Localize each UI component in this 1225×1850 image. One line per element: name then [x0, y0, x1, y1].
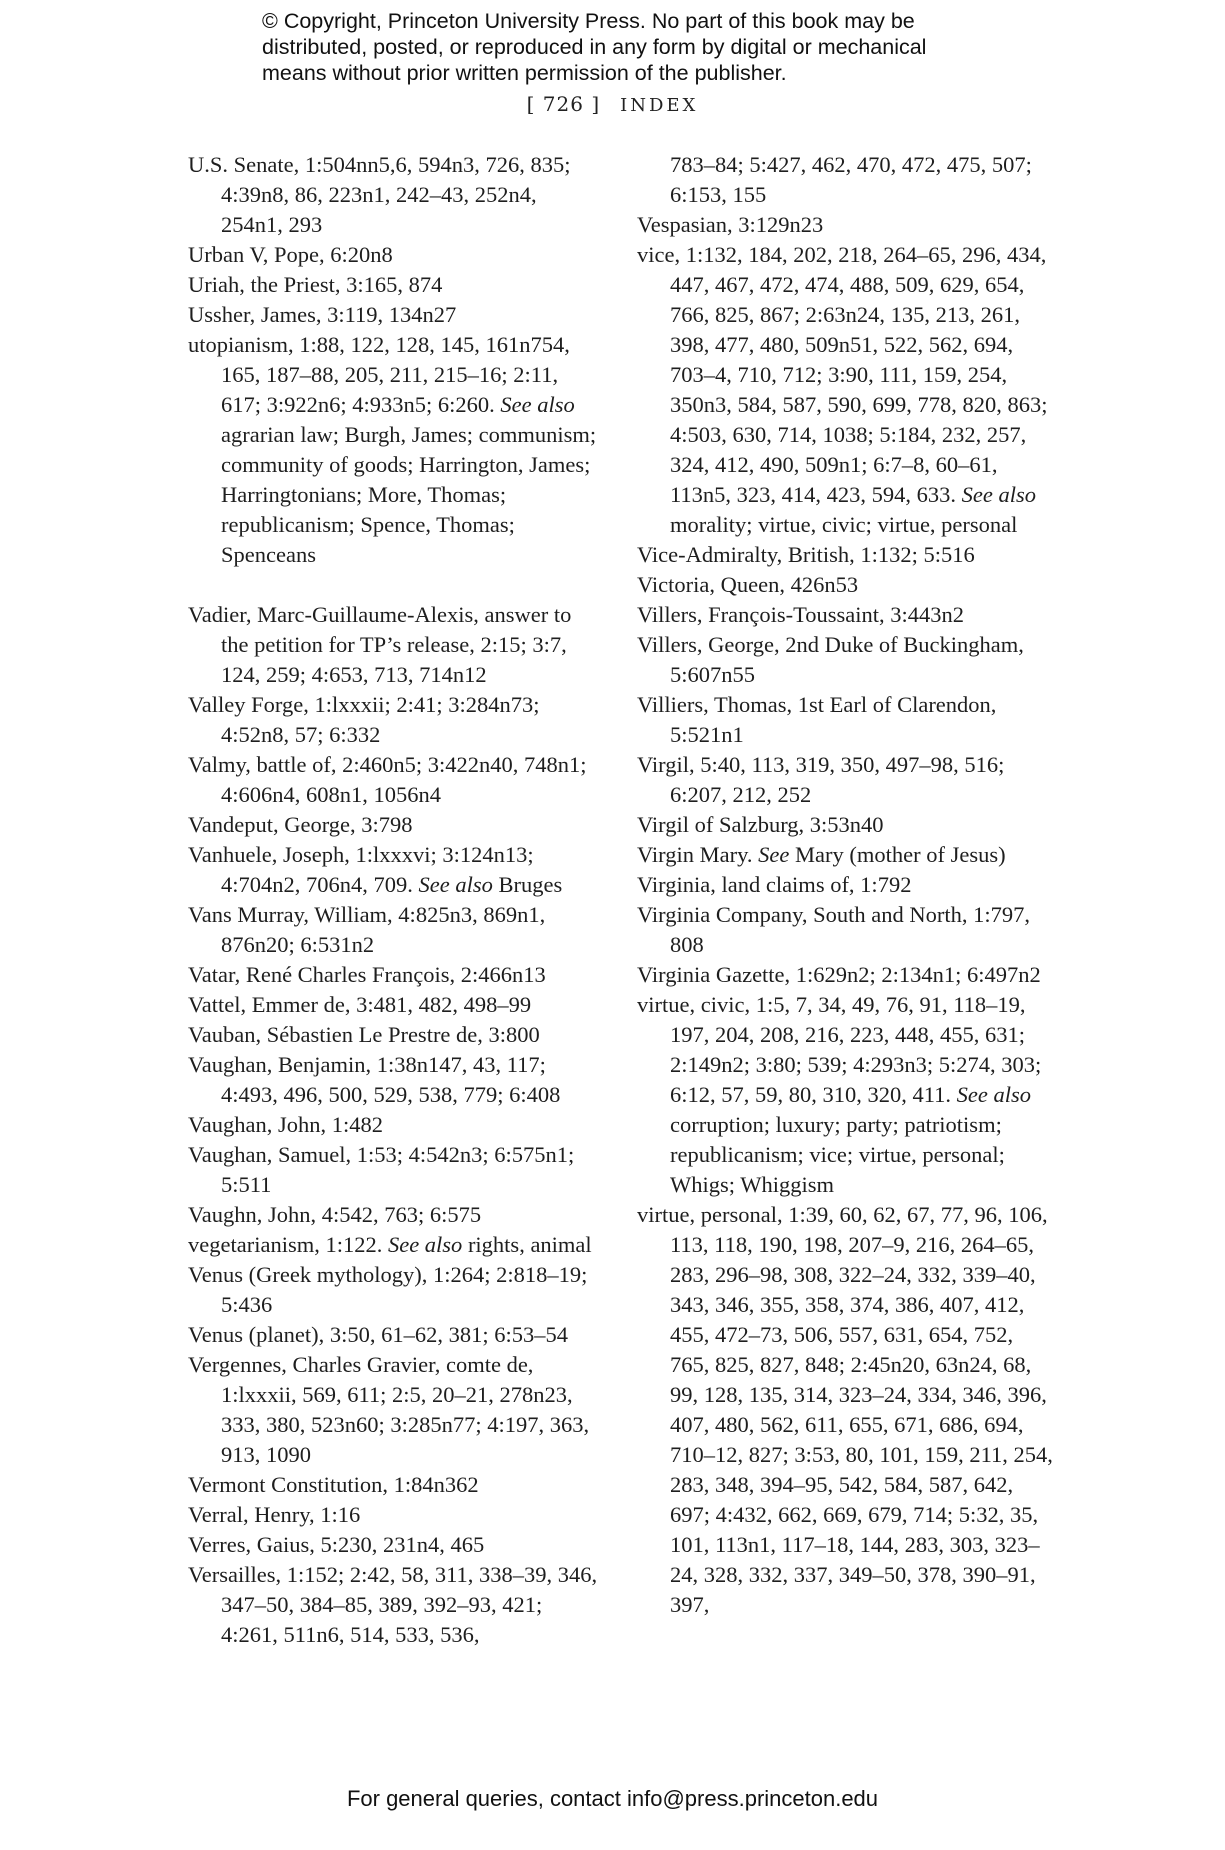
see-also-reference: See also	[500, 392, 575, 417]
index-entry	[188, 1140, 598, 1200]
see-also-reference: See also	[387, 1232, 463, 1257]
index-entry-text: Virginia Gazette, 1:629n2; 2:134n1; 6:497n2	[637, 962, 1041, 987]
footer-contact: For general queries, contact info@press.princeton.edu	[346, 1786, 879, 1811]
index-entry	[188, 1050, 598, 1110]
index-entry-text: Villiers, Thomas, 1st Earl of Clarendon, 5:521n1	[637, 692, 997, 747]
page-number: [ 726 ]	[526, 92, 601, 116]
index-entry	[637, 150, 1057, 210]
index-entry-text: Vandeput, George, 3:798	[188, 812, 413, 837]
cross-reference-targets: agrarian law; Burgh, James; communism; community of goods; Harrington, James; Harringtonians; More, Thomas; republicanism; Spence, Thomas; Spenceans	[221, 422, 597, 567]
index-entry	[188, 1110, 598, 1140]
index-entry-text: Vaughan, John, 1:482	[188, 1112, 383, 1137]
index-entry	[188, 150, 598, 240]
index-entry	[188, 330, 598, 570]
see-also-reference: See also	[418, 872, 493, 897]
index-entry	[188, 960, 598, 990]
index-entry-text: Vatar, René Charles François, 2:466n13	[188, 962, 546, 987]
index-entry-text: Vattel, Emmer de, 3:481, 482, 498–99	[188, 992, 532, 1017]
index-entry	[188, 810, 598, 840]
index-entry	[637, 1200, 1057, 1620]
index-entry	[637, 750, 1057, 810]
index-entry-text: Villers, François-Toussaint, 3:443n2	[637, 602, 965, 627]
index-entry	[188, 900, 598, 960]
index-entry-text: Valley Forge, 1:lxxxii; 2:41; 3:284n73; 4:52n8, 57; 6:332	[188, 692, 540, 747]
index-entry	[188, 1200, 598, 1230]
index-entry	[637, 690, 1057, 750]
index-entry-text: virtue, civic, 1:5, 7, 34, 49, 76, 91, 118–19, 197, 204, 208, 216, 223, 448, 455, 631; 2:149n2; 3:80; 539; 4:293n3; 5:274, 303; 6:12, 57, 59, 80, 310, 320, 411.	[637, 992, 1042, 1107]
cross-reference-targets: Bruges	[492, 872, 563, 897]
index-entry-text: Urban V, Pope, 6:20n8	[188, 242, 393, 267]
index-entry	[188, 750, 598, 810]
index-entry	[637, 870, 1057, 900]
index-entry	[188, 1020, 598, 1050]
index-entry-text: Versailles, 1:152; 2:42, 58, 311, 338–39, 346, 347–50, 384–85, 389, 392–93, 421; 4:261, 511n6, 514, 533, 536,	[188, 1562, 598, 1647]
index-entry	[637, 540, 1057, 570]
index-entry-text: Villers, George, 2nd Duke of Buckingham, 5:607n55	[637, 632, 1024, 687]
index-entry	[188, 1560, 598, 1650]
index-entry-text: Vaughan, Samuel, 1:53; 4:542n3; 6:575n1; 5:511	[188, 1142, 575, 1197]
index-entry	[188, 1530, 598, 1560]
index-entry	[637, 810, 1057, 840]
index-entry-text: Vaughn, John, 4:542, 763; 6:575	[188, 1202, 482, 1227]
see-also-reference: See also	[956, 1082, 1032, 1107]
index-entry-text: utopianism, 1:88, 122, 128, 145, 161n754, 165, 187–88, 205, 211, 215–16; 2:11, 617; 3:922n6; 4:933n5; 6:260.	[188, 332, 570, 417]
index-entry-text: Victoria, Queen, 426n53	[637, 572, 859, 597]
index-entry-text: Vermont Constitution, 1:84n362	[188, 1472, 479, 1497]
index-column-left	[188, 150, 598, 1650]
index-entry	[188, 1470, 598, 1500]
index-entry-text: Vadier, Marc-Guillaume-Alexis, answer to the petition for TP’s release, 2:15; 3:7, 124, 259; 4:653, 713, 714n12	[188, 602, 572, 687]
index-entry	[637, 630, 1057, 690]
index-entry	[188, 300, 598, 330]
index-entry-text: Vans Murray, William, 4:825n3, 869n1, 876n20; 6:531n2	[188, 902, 546, 957]
index-entry-text: vegetarianism, 1:122.	[188, 1232, 383, 1257]
index-entry	[637, 240, 1057, 540]
index-entry	[637, 990, 1057, 1200]
cross-reference-targets: corruption; luxury; party; patriotism; republicanism; vice; virtue, personal; Whigs; Whiggism	[670, 1112, 1005, 1197]
index-column-right	[637, 150, 1057, 1620]
index-entry-text: Vaughan, Benjamin, 1:38n147, 43, 117; 4:493, 496, 500, 529, 538, 779; 6:408	[188, 1052, 561, 1107]
index-entry	[188, 1260, 598, 1320]
index-entry-text: Vespasian, 3:129n23	[637, 212, 824, 237]
index-entry	[188, 1350, 598, 1470]
index-entry	[637, 570, 1057, 600]
index-entry-text: Virginia Company, South and North, 1:797, 808	[637, 902, 1031, 957]
copyright-line: © Copyright, Princeton University Press. No part of this book may be	[262, 9, 915, 33]
index-entry-text: vice, 1:132, 184, 202, 218, 264–65, 296, 434, 447, 467, 472, 474, 488, 509, 629, 654, 766, 825, 867; 2:63n24, 135, 213, 261, 398, 477, 480, 509n51, 522, 562, 694, 703–4, 710, 712; 3:90, 111, 159, 254, 350n3, 584, 587, 590, 699, 778, 820, 863; 4:503, 630, 714, 1038; 5:184, 232, 257, 324, 412, 490, 509n1; 6:7–8, 60–61, 113n5, 323, 414, 423, 594, 633.	[637, 242, 1048, 507]
index-entry-text: Uriah, the Priest, 3:165, 874	[188, 272, 443, 297]
index-entry	[188, 1230, 598, 1260]
cross-reference-targets: rights, animal	[462, 1232, 592, 1257]
copyright-notice	[262, 8, 1022, 86]
copyright-line: means without prior written permission of the publisher.	[262, 61, 787, 85]
index-entry-text: Venus (Greek mythology), 1:264; 2:818–19; 5:436	[188, 1262, 588, 1317]
index-entry-text: Virgil of Salzburg, 3:53n40	[637, 812, 884, 837]
index-entry	[637, 960, 1057, 990]
index-entry	[637, 900, 1057, 960]
index-entry	[188, 270, 598, 300]
index-entry-text: Vergennes, Charles Gravier, comte de, 1:lxxxii, 569, 611; 2:5, 20–21, 278n23, 333, 380, 523n60; 3:285n77; 4:197, 363, 913, 1090	[188, 1352, 590, 1467]
index-entry	[188, 990, 598, 1020]
index-entry	[188, 840, 598, 900]
index-entry-text: 783–84; 5:427, 462, 470, 472, 475, 507; 6:153, 155	[670, 152, 1032, 207]
index-entry	[188, 1320, 598, 1350]
index-entry-text: U.S. Senate, 1:504nn5,6, 594n3, 726, 835; 4:39n8, 86, 223n1, 242–43, 252n4, 254n1, 293	[188, 152, 571, 237]
index-entry	[188, 240, 598, 270]
see-also-reference: See also	[961, 482, 1037, 507]
cross-reference-targets: morality; virtue, civic; virtue, personal	[670, 512, 1018, 537]
index-entry-text: Ussher, James, 3:119, 134n27	[188, 302, 457, 327]
index-entry-text: Virginia, land claims of, 1:792	[637, 872, 912, 897]
index-entry-text: virtue, personal, 1:39, 60, 62, 67, 77, 96, 106, 113, 118, 190, 198, 207–9, 216, 264–65, 283, 296–98, 308, 322–24, 332, 339–40, 343, 346, 355, 358, 374, 386, 407, 412, 455, 472–73, 506, 557, 631, 654, 752, 765, 825, 827, 848; 2:45n20, 63n24, 68, 99, 128, 135, 314, 323–24, 334, 346, 396, 407, 480, 562, 611, 655, 671, 686, 694, 710–12, 827; 3:53, 80, 101, 159, 211, 254, 283, 348, 394–95, 542, 584, 587, 642, 697; 4:432, 662, 669, 679, 714; 5:32, 35, 101, 113n1, 117–18, 144, 283, 303, 323–24, 328, 332, 337, 349–50, 378, 390–91, 397,	[637, 1202, 1053, 1617]
index-entry-text: Virgin Mary.	[637, 842, 753, 867]
index-entry	[188, 690, 598, 750]
running-head	[0, 92, 1225, 116]
index-entry-text: Venus (planet), 3:50, 61–62, 381; 6:53–54	[188, 1322, 568, 1347]
index-entry	[188, 600, 598, 690]
cross-reference-targets: Mary (mother of Jesus)	[789, 842, 1006, 867]
index-entry	[637, 210, 1057, 240]
see-also-reference: See	[758, 842, 790, 867]
index-entry-text: Vice-Admiralty, British, 1:132; 5:516	[637, 542, 975, 567]
index-entry-text: Vauban, Sébastien Le Prestre de, 3:800	[188, 1022, 540, 1047]
index-entry-text: Verral, Henry, 1:16	[188, 1502, 361, 1527]
index-entry	[637, 600, 1057, 630]
index-entry-text: Verres, Gaius, 5:230, 231n4, 465	[188, 1532, 485, 1557]
index-entry-text: Virgil, 5:40, 113, 319, 350, 497–98, 516; 6:207, 212, 252	[637, 752, 1005, 807]
index-entry	[188, 1500, 598, 1530]
index-entry-text: Valmy, battle of, 2:460n5; 3:422n40, 748n1; 4:606n4, 608n1, 1056n4	[188, 752, 587, 807]
index-entry	[637, 840, 1057, 870]
copyright-line: distributed, posted, or reproduced in any form by digital or mechanical	[262, 35, 927, 59]
index-entry-text: Vanhuele, Joseph, 1:lxxxvi; 3:124n13; 4:704n2, 706n4, 709.	[188, 842, 534, 897]
section-title: INDEX	[620, 95, 699, 116]
